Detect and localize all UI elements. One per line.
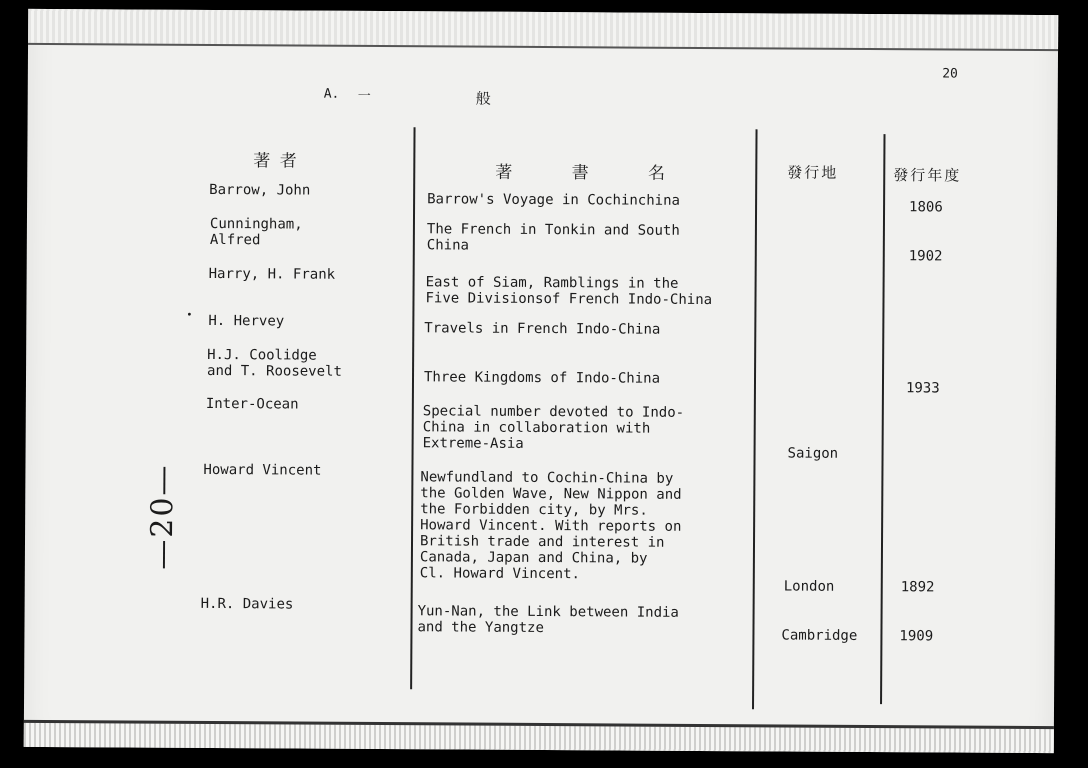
row-1-title: Barrow's Voyage in Cochinchina: [427, 191, 681, 209]
header-year: 發行年度: [893, 166, 962, 185]
row-7-year: 1892: [900, 579, 935, 596]
scan-edge-top: [28, 9, 1058, 51]
row-7-author: Howard Vincent: [203, 461, 322, 479]
column-divider-1: [410, 127, 415, 689]
section-dash: 一: [357, 88, 371, 104]
row-8-title: Yun-Nan, the Link between India and the Yangtze: [417, 603, 679, 637]
row-3-title: East of Siam, Ramblings in the Five Divisionsof French Indo-China: [425, 274, 713, 309]
column-divider-3: [880, 134, 885, 704]
row-8-place: Cambridge: [781, 627, 858, 644]
row-5-year: 1933: [905, 380, 940, 397]
row-2-year: 1902: [908, 248, 943, 265]
header-title: 著 書 名: [495, 162, 668, 184]
row-5-title: Three Kingdoms of Indo-China: [423, 369, 661, 387]
row-2-author: Cunningham, Alfred: [209, 215, 303, 249]
row-8-year: 1909: [899, 628, 934, 645]
row-5-author: H.J. Coolidge and T. Roosevelt: [207, 346, 342, 380]
header-author: 著 者: [253, 151, 299, 172]
row-1-year: 1806: [909, 199, 943, 216]
row-4-title: Travels in French Indo-China: [424, 320, 661, 338]
row-7-place: London: [783, 578, 835, 595]
scan-edge-bottom: [24, 720, 1054, 753]
margin-mark: •: [186, 309, 193, 321]
row-2-title: The French in Tonkin and South China: [426, 221, 680, 254]
row-3-author: Harry, H. Frank: [208, 265, 336, 283]
side-page-number: —20—: [144, 463, 181, 570]
column-divider-2: [752, 129, 758, 709]
row-7-title: Newfundland to Cochin-China by the Golden Wave, New Nippon and the Forbidden city, by Mrs. Howard Vincent. With reports on British trade and interest in Canada, Japan and China, by Cl. Howard Vincent.: [419, 469, 682, 583]
section-title: 般: [475, 89, 491, 108]
section-prefix: A.: [323, 86, 340, 102]
header-place: 發行地: [787, 163, 839, 182]
document-page: [24, 9, 1058, 753]
page-number: 20: [942, 66, 958, 82]
row-1-author: Barrow, John: [209, 181, 311, 199]
row-6-title: Special number devoted to Indo- China in collaboration with Extreme-Asia: [422, 403, 685, 452]
row-6-author: Inter-Ocean: [205, 395, 299, 413]
row-6-place: Saigon: [787, 445, 839, 462]
row-8-author: H.R. Davies: [200, 595, 294, 613]
row-4-author: H. Hervey: [208, 312, 285, 330]
